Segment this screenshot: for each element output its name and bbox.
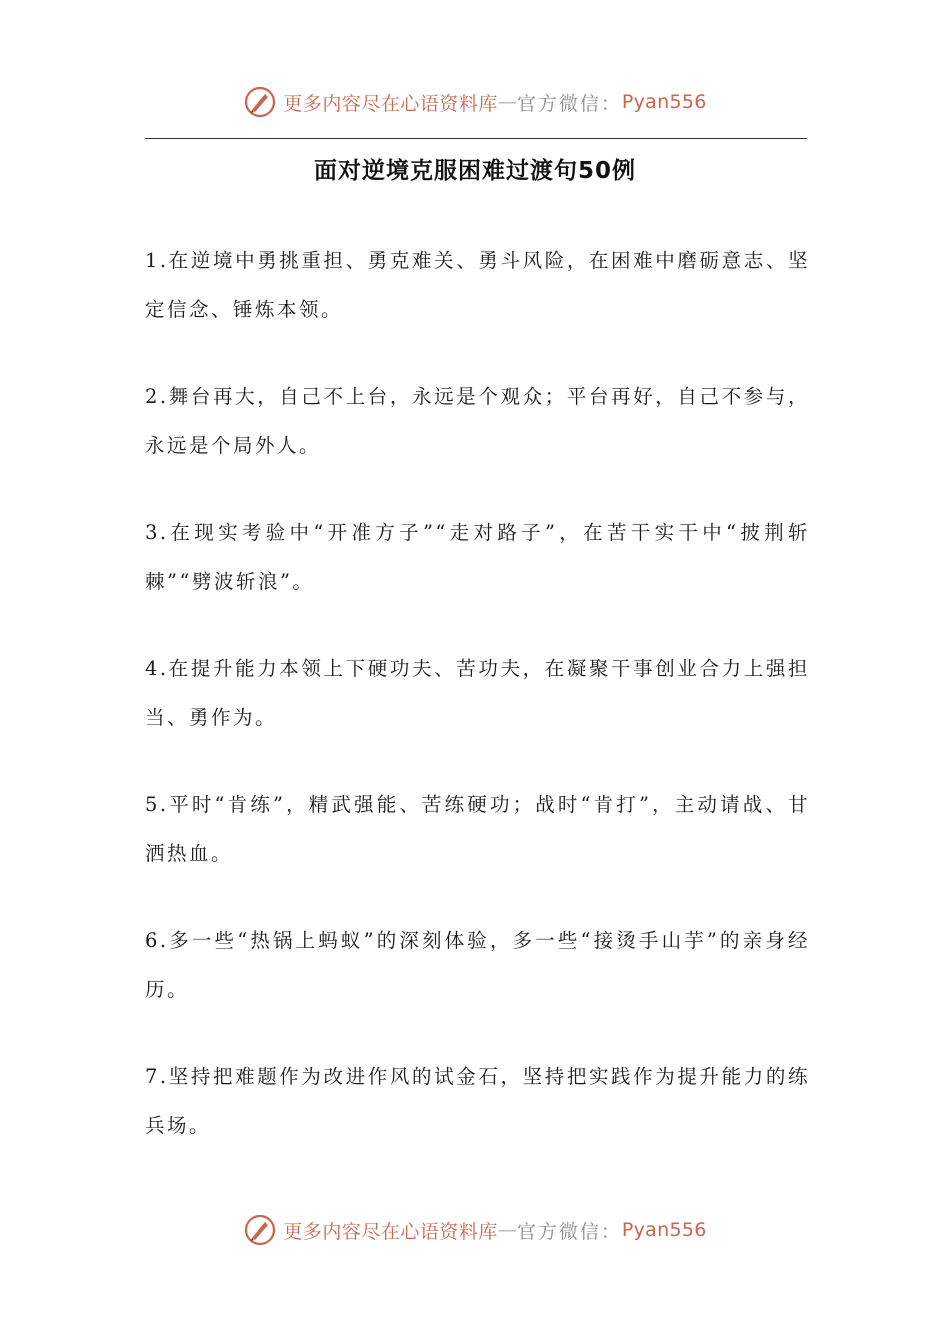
list-item: 7.坚持把难题作为改进作风的试金石，坚持把实践作为提升能力的练兵场。: [145, 1065, 810, 1137]
pen-logo-icon: [243, 85, 277, 119]
header-divider: [145, 138, 807, 139]
pen-logo-icon: [243, 1213, 277, 1247]
item-list: [145, 236, 810, 1188]
wechat-id: Pyan556: [621, 1219, 707, 1241]
list-item: 6.多一些“热锅上蚂蚁”的深刻体验，多一些“接烫手山芋”的亲身经历。: [145, 929, 810, 1001]
list-item: 3.在现实考验中“开准方子”“走对路子”，在苦干实干中“披荆斩棘”“劈波斩浪”。: [145, 521, 810, 593]
list-item: 1.在逆境中勇挑重担、勇克难关、勇斗风险，在困难中磨砺意志、坚定信念、锤炼本领。: [145, 249, 810, 321]
list-item: 4.在提升能力本领上下硬功夫、苦功夫，在凝聚干事创业合力上强担当、勇作为。: [145, 657, 810, 729]
footer-banner: [0, 1208, 950, 1252]
wechat-label: 官方微信：: [516, 1220, 622, 1243]
wechat-label: 官方微信：: [516, 92, 622, 115]
separator: —: [497, 1219, 517, 1241]
list-item: 5.平时“肯练”，精武强能、苦练硬功；战时“肯打”，主动请战、甘洒热血。: [145, 793, 810, 865]
page-title: 面对逆境克服困难过渡句50例: [313, 158, 636, 184]
list-item: 2.舞台再大，自己不上台，永远是个观众；平台再好，自己不参与，永远是个局外人。: [145, 385, 810, 457]
wechat-id: Pyan556: [621, 91, 707, 113]
separator: —: [497, 91, 517, 113]
brand-text: 更多内容尽在心语资料库: [283, 1220, 498, 1243]
brand-text: 更多内容尽在心语资料库: [283, 92, 498, 115]
header-banner: [0, 80, 950, 124]
